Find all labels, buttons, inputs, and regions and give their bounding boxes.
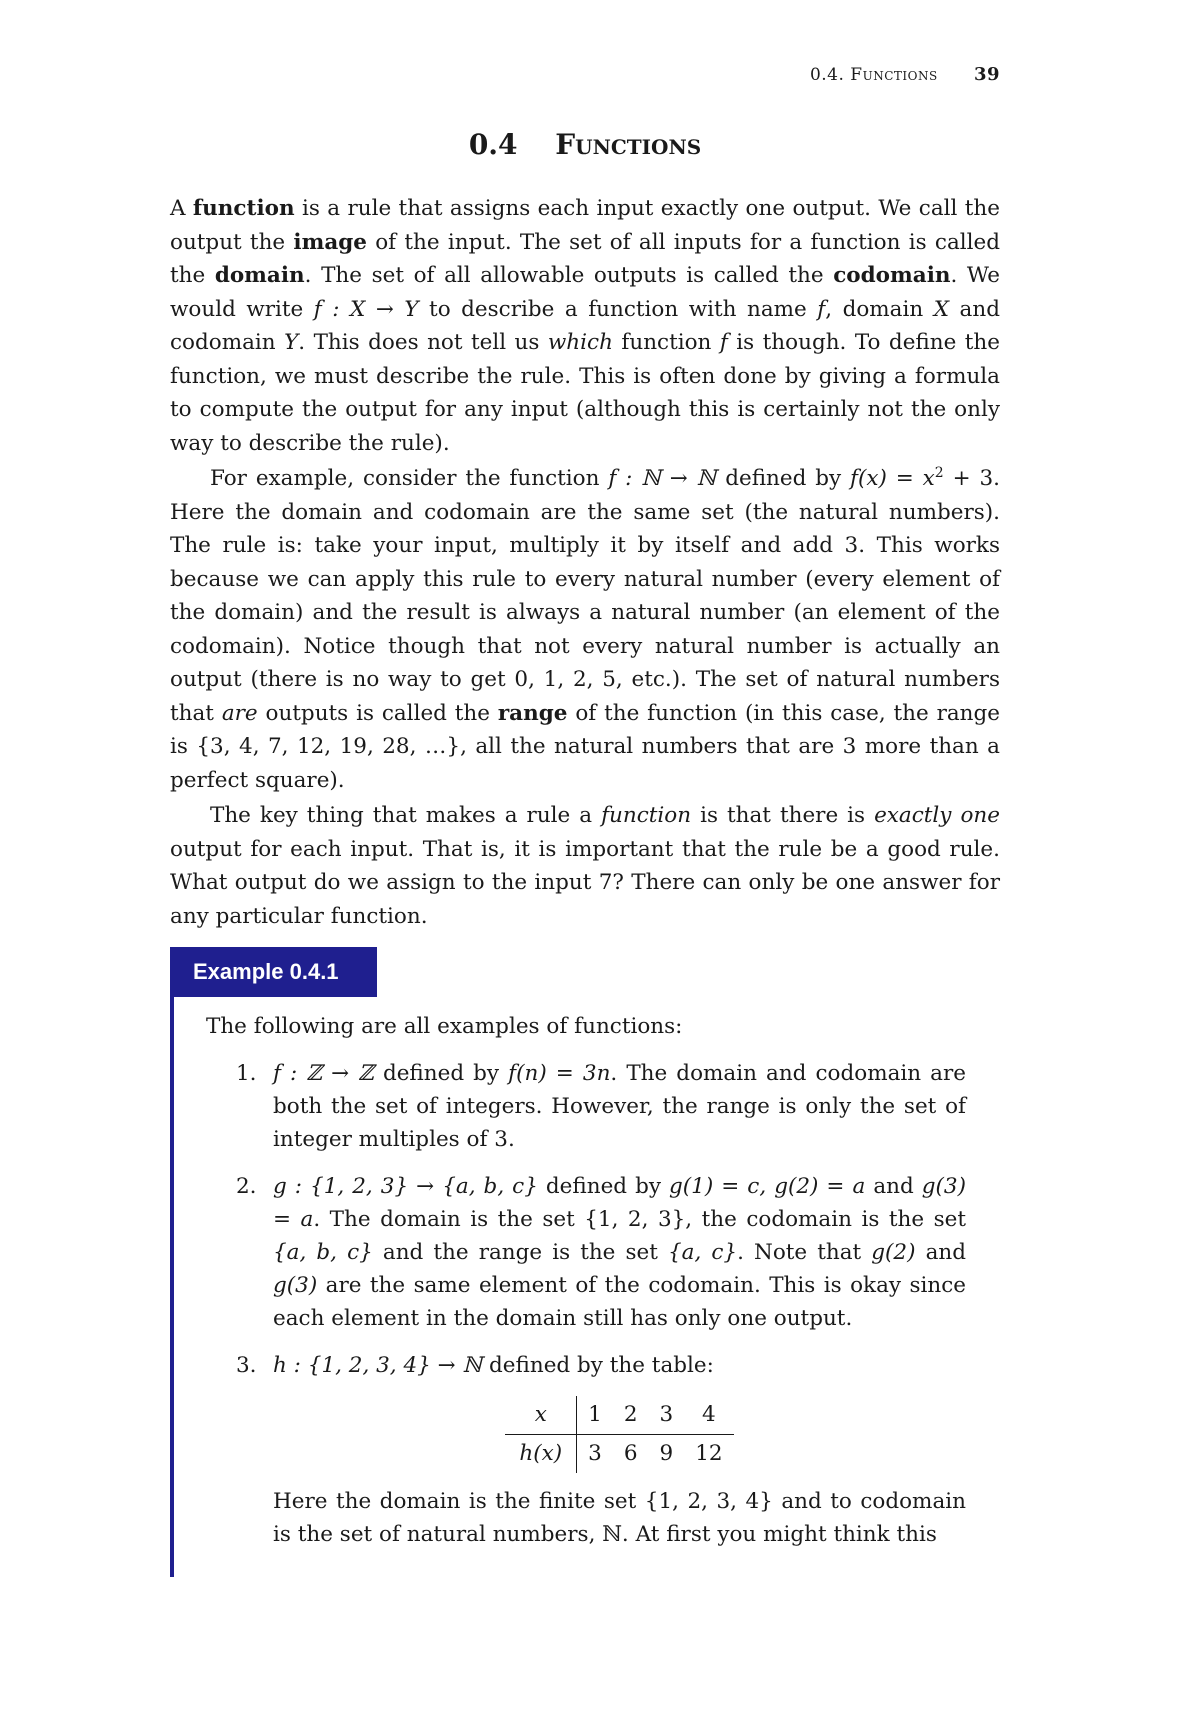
term-range: range: [497, 700, 568, 726]
list-item: 1. f : ℤ → ℤ defined by f(n) = 3n. The domain and codomain are both the set of integers. However, the range is only the set of integer multiples of 3.: [236, 1061, 967, 1152]
term-domain: domain: [214, 263, 305, 288]
list-item: 3. h : {1, 2, 3, 4} → ℕ defined by the table: x 1 2 3 4 h(x) 3 6 9 12 Here the domain is the finite set {1, 2, 3, 4} and to codomain is the set of natural numbers, ℕ. At first you might think this: [236, 1353, 966, 1547]
table-cell: 9: [659, 1441, 674, 1466]
running-header-section: 0.4. Functions: [809, 65, 938, 85]
section-name: Functions: [555, 128, 702, 161]
table-cell: 12: [695, 1441, 723, 1466]
running-header: [810, 64, 1000, 85]
table-cell: 1: [577, 1396, 613, 1435]
example-intro: The following are all examples of functions:: [206, 1014, 683, 1039]
example-body: [206, 1010, 966, 1565]
table-cell: 6: [623, 1441, 638, 1466]
section-number: 0.4: [468, 128, 518, 161]
table-header-hx: h(x): [505, 1435, 576, 1474]
table-cell: 2: [613, 1396, 649, 1435]
example-list: [206, 1057, 966, 1551]
paragraph-key-thing: The key thing that makes a rule a function is that there is exactly one output for each input. That is, it is important that the rule be a good rule. What output do we assign to the input 7? There can only be one answer for any particular function.: [170, 803, 1000, 929]
table-cell: 4: [684, 1396, 733, 1435]
term-codomain: codomain: [833, 263, 951, 288]
list-item: 2. g : {1, 2, 3} → {a, b, c} defined by g(1) = c, g(2) = a and g(3) = a. The domain is the set {1, 2, 3}, the codomain is the set {a, b, c} and the range is the set {a, c}. Note that g(2) and g(3) are the same element of the codomain. This is okay since each element in the domain still has only one output.: [236, 1174, 966, 1331]
math-f-n-to-n: f : ℕ → ℕ: [608, 466, 717, 491]
term-image: image: [293, 229, 367, 255]
body-text: [170, 192, 1000, 933]
table-cell: 3: [649, 1396, 685, 1435]
function-table: [505, 1396, 733, 1473]
paragraph-example: For example, consider the function f : ℕ → ℕ defined by $f(x) = x^2 + 3$. Here the domain and codomain are the same set (the natural numbers). The rule is: take your input, multiply it by itself and add 3. This works because we can apply this rule to every natural number (every element of the domain) and the result is always a natural number (an element of the codomain). Notice though that not every natural number is actually an output (there is no way to get 0, 1, 2, 5, etc.). The set of natural numbers that are outputs is called the range of the function (in this case, the range is {3, 4, 7, 12, 19, 28, …}, all the natural numbers that are 3 more than a perfect square).: [170, 464, 1001, 793]
table-header-x: x: [505, 1396, 576, 1435]
item-3-continuation: Here the domain is the finite set {1, 2, 3, 4} and to codomain is the set of natural numbers, ℕ. At first you might think this: [273, 1489, 966, 1547]
example-border: [170, 997, 174, 1577]
paragraph-definition: A function is a rule that assigns each input exactly one output. We call the output the image of the input. The set of all inputs for a function is called the domain. The set of all allowable outputs is called the codomain. We would write f : X → Y to describe a function with name f, domain X and codomain Y. This does not tell us which function f is though. To define the function, we must describe the rule. This is often done by giving a formula to compute the output for any input (although this is certainly not the only way to describe the rule).: [170, 196, 1001, 456]
term-function: function: [192, 196, 295, 221]
math-f-x-to-y: f : X → Y: [313, 296, 419, 322]
table-cell: 3: [588, 1441, 602, 1466]
example-label: Example 0.4.1: [170, 947, 377, 997]
page-number: 39: [973, 64, 1000, 85]
section-title: [170, 128, 1000, 161]
